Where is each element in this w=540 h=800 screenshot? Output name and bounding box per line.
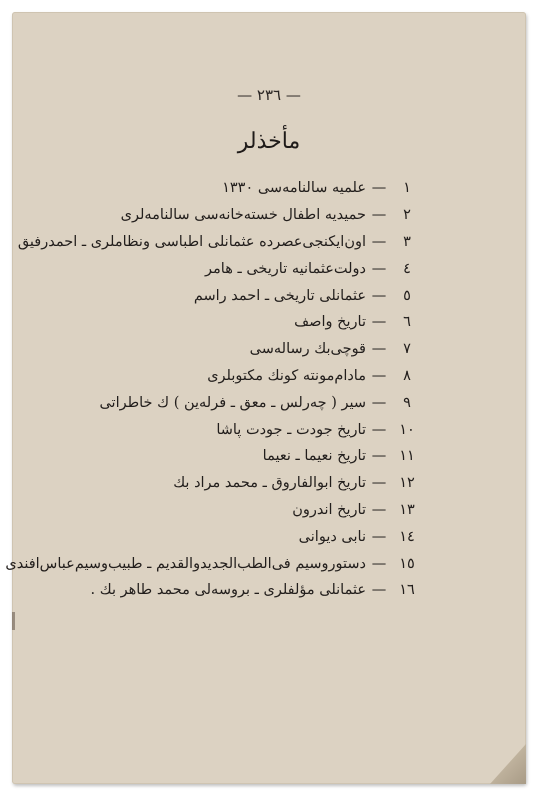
reference-dash: — — [371, 260, 387, 277]
reference-text: دستوروسيم فی‌الطب‌الجديدوالقديم ـ طبيب‌وسيم‌عباس‌افندی — [5, 555, 366, 572]
reference-item — [52, 309, 422, 336]
reference-number: ١ — [403, 180, 411, 197]
reference-text: نابی ديوانی — [298, 528, 366, 545]
reference-dash: — — [371, 582, 387, 599]
reference-text: سير ( چه‌رلس ـ معق ـ فرله‌ين ) ك خاطراتی — [99, 394, 366, 411]
reference-text: اون‌ايكنجی‌عصرده عثمانلی اطباسی ونظاملری ـ احمدرفيق — [17, 233, 366, 250]
reference-text: مادام‌مونته كونك مكتوبلری — [207, 367, 366, 384]
reference-item — [52, 336, 422, 363]
reference-item — [52, 282, 422, 309]
reference-dash: — — [371, 207, 387, 224]
edge-mark — [12, 612, 15, 630]
reference-item — [52, 255, 422, 282]
book-page — [5, 12, 526, 784]
reference-text: قوچی‌بك رساله‌سی — [249, 341, 366, 358]
reference-item — [52, 523, 422, 550]
reference-number: ١٠ — [399, 421, 415, 438]
reference-number: ٣ — [403, 233, 411, 250]
reference-number: ١٣ — [399, 501, 415, 518]
reference-number: ١٦ — [399, 582, 415, 599]
reference-text: دولت‌عثمانيه تاريخی ـ هامر — [205, 260, 366, 277]
reference-dash: — — [371, 421, 387, 438]
reference-dash: — — [371, 314, 387, 331]
reference-text: تاريخ واصف — [294, 314, 366, 331]
reference-item — [52, 443, 422, 470]
reference-text: تاريخ جودت ـ جودت پاشا — [216, 421, 366, 438]
reference-item — [52, 363, 422, 390]
reference-number: ٨ — [403, 367, 411, 384]
reference-number: ٩ — [403, 394, 411, 411]
reference-text: حميديه اطفال خسته‌خانه‌سی سالنامه‌لری — [120, 207, 366, 224]
reference-dash: — — [371, 475, 387, 492]
reference-item — [52, 416, 422, 443]
reference-dash: — — [371, 555, 387, 572]
reference-number: ٤ — [403, 260, 411, 277]
reference-number: ١٤ — [399, 528, 415, 545]
reference-dash: — — [371, 341, 387, 358]
reference-dash: — — [371, 394, 387, 411]
reference-dash: — — [371, 287, 387, 304]
reference-number: ١١ — [399, 448, 415, 465]
reference-text: تاريخ اندرون — [292, 501, 366, 518]
page-number: — ٢٣٦ — — [237, 86, 301, 104]
reference-item — [52, 497, 422, 524]
reference-text: عثمانلی تاريخی ـ احمد راسم — [193, 287, 366, 304]
reference-item — [17, 229, 422, 256]
reference-dash: — — [371, 180, 387, 197]
reference-number: ١٢ — [399, 475, 415, 492]
reference-number: ٧ — [403, 341, 411, 358]
reference-text: تاريخ ابوالفاروق ـ محمد مراد بك — [173, 475, 366, 492]
reference-item — [52, 202, 422, 229]
reference-item — [52, 577, 422, 604]
reference-dash: — — [371, 448, 387, 465]
folded-corner — [490, 744, 526, 784]
page-heading: مأخذلر — [237, 129, 301, 154]
reference-number: ٢ — [403, 207, 411, 224]
reference-dash: — — [371, 233, 387, 250]
reference-number: ٥ — [403, 287, 411, 304]
reference-text: علميه سالنامه‌سی ١٣٣٠ — [222, 180, 366, 197]
reference-dash: — — [371, 528, 387, 545]
reference-item — [52, 389, 422, 416]
reference-item — [5, 550, 422, 577]
reference-number: ٦ — [403, 314, 411, 331]
reference-number: ١٥ — [399, 555, 415, 572]
reference-list — [5, 175, 422, 604]
reference-item — [52, 175, 422, 202]
reference-text: تاريخ نعيما ـ نعيما — [262, 448, 366, 465]
reference-item — [52, 470, 422, 497]
reference-dash: — — [371, 367, 387, 384]
reference-dash: — — [371, 501, 387, 518]
reference-text: عثمانلی مؤلفلری ـ بروسه‌لی محمد طاهر بك . — [90, 582, 366, 599]
